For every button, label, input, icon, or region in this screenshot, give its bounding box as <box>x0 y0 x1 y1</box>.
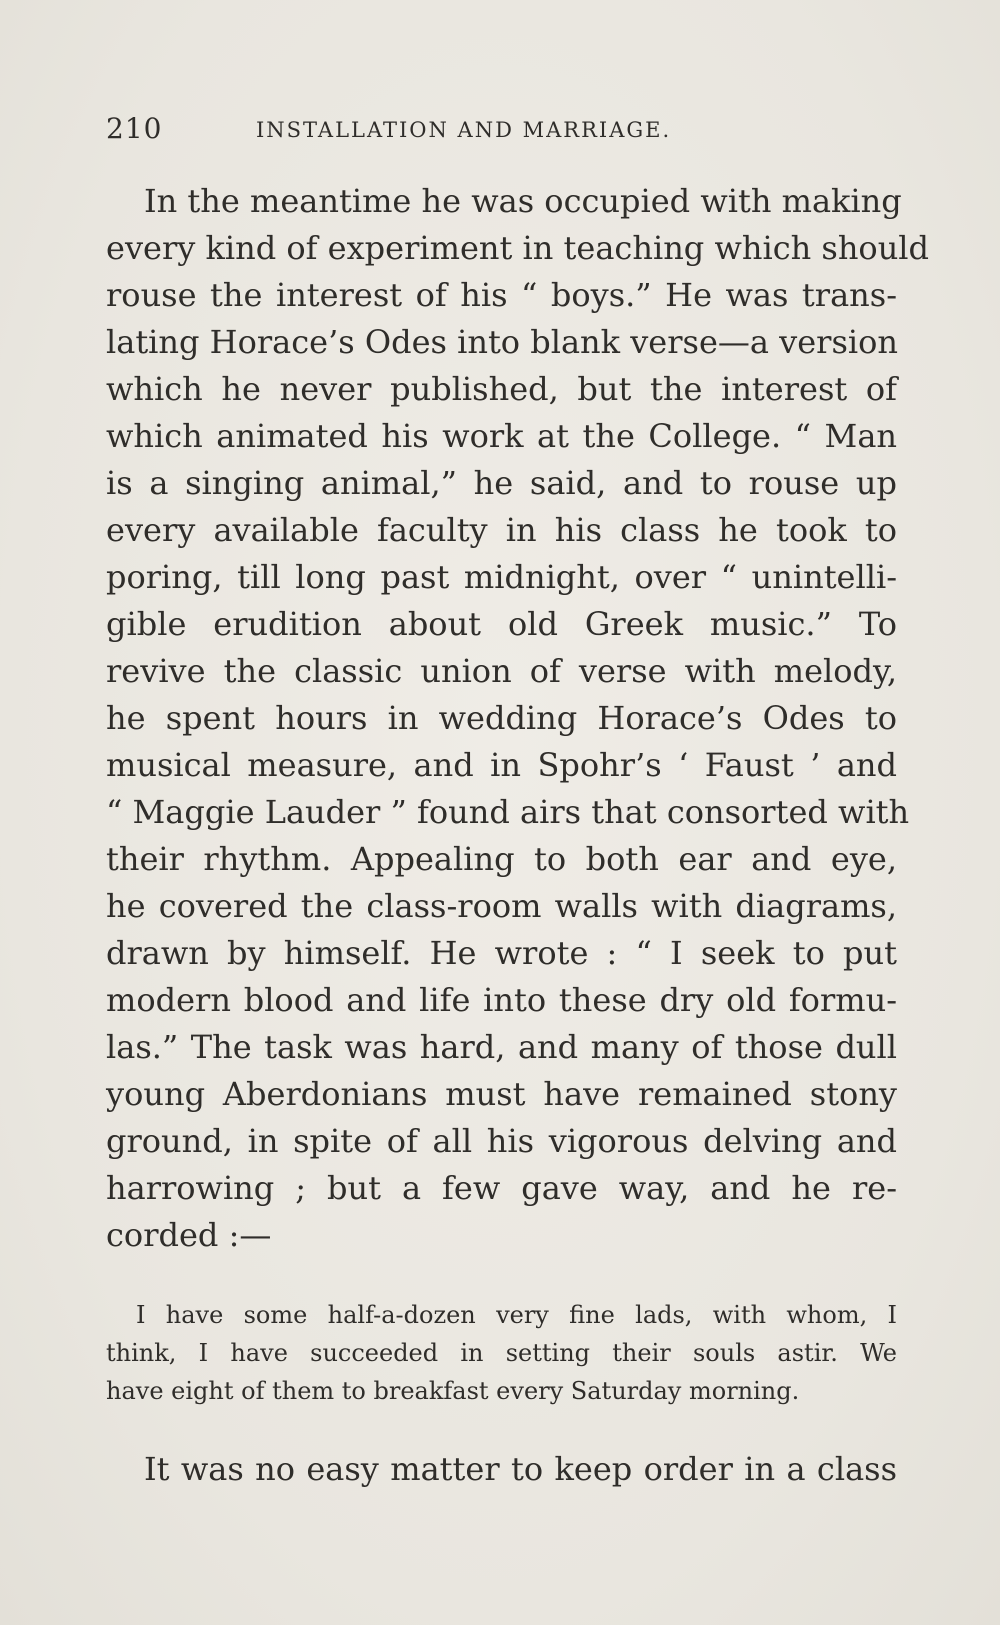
paragraph-line: drawn by himself. He wrote : “ I seek to put <box>106 934 897 972</box>
paragraph-line: their rhythm. Appealing to both ear and eye, <box>106 840 897 878</box>
paragraph-line: lating Horace’s Odes into blank verse—a version <box>106 323 898 361</box>
paragraph-line: In the meantime he was occupied with making <box>144 182 902 220</box>
paragraph-line: It was no easy matter to keep order in a class <box>144 1450 897 1488</box>
paragraph-line: every kind of experiment in teaching which should <box>106 229 930 267</box>
paragraph-line: modern blood and life into these dry old formu- <box>106 981 897 1019</box>
paragraph-line: he spent hours in wedding Horace’s Odes to <box>106 699 897 737</box>
paragraph-line: “ Maggie Lauder ” found airs that consorted with <box>106 793 910 831</box>
paragraph-line: is a singing animal,” he said, and to rouse up <box>106 464 897 502</box>
page-number: 210 <box>106 112 163 145</box>
running-head: INSTALLATION AND MARRIAGE. <box>256 118 672 142</box>
paragraph-line: poring, till long past midnight, over “ unintelli- <box>106 558 897 596</box>
paragraph-line: corded :— <box>106 1216 272 1254</box>
paragraph-line: las.” The task was hard, and many of those dull <box>106 1028 897 1066</box>
main-paragraph <box>106 178 930 1259</box>
paragraph-line: which he never published, but the interest of <box>106 370 897 408</box>
paragraph-line: revive the classic union of verse with melody, <box>106 652 897 690</box>
paragraph-line: gible erudition about old Greek music.” To <box>106 605 897 643</box>
paragraph-line: harrowing ; but a few gave way, and he re- <box>106 1169 897 1207</box>
paragraph-line: ground, in spite of all his vigorous delving and <box>106 1122 897 1160</box>
continuation-paragraph <box>106 1446 897 1493</box>
quote-line: think, I have succeeded in setting their souls astir. We <box>106 1339 897 1367</box>
paragraph-line: he covered the class-room walls with diagrams, <box>106 887 897 925</box>
quote-line: have eight of them to breakfast every Saturday morning. <box>106 1377 800 1405</box>
page-header <box>106 112 896 152</box>
paragraph-line: rouse the interest of his “ boys.” He was trans- <box>106 276 897 314</box>
block-quote <box>106 1296 897 1410</box>
quote-line: I have some half-a-dozen very fine lads, with whom, I <box>136 1301 897 1329</box>
paragraph-line: every available faculty in his class he took to <box>106 511 897 549</box>
paragraph-line: musical measure, and in Spohr’s ‘ Faust ’ and <box>106 746 897 784</box>
paragraph-line: young Aberdonians must have remained stony <box>106 1075 897 1113</box>
paragraph-line: which animated his work at the College. “ Man <box>106 417 897 455</box>
